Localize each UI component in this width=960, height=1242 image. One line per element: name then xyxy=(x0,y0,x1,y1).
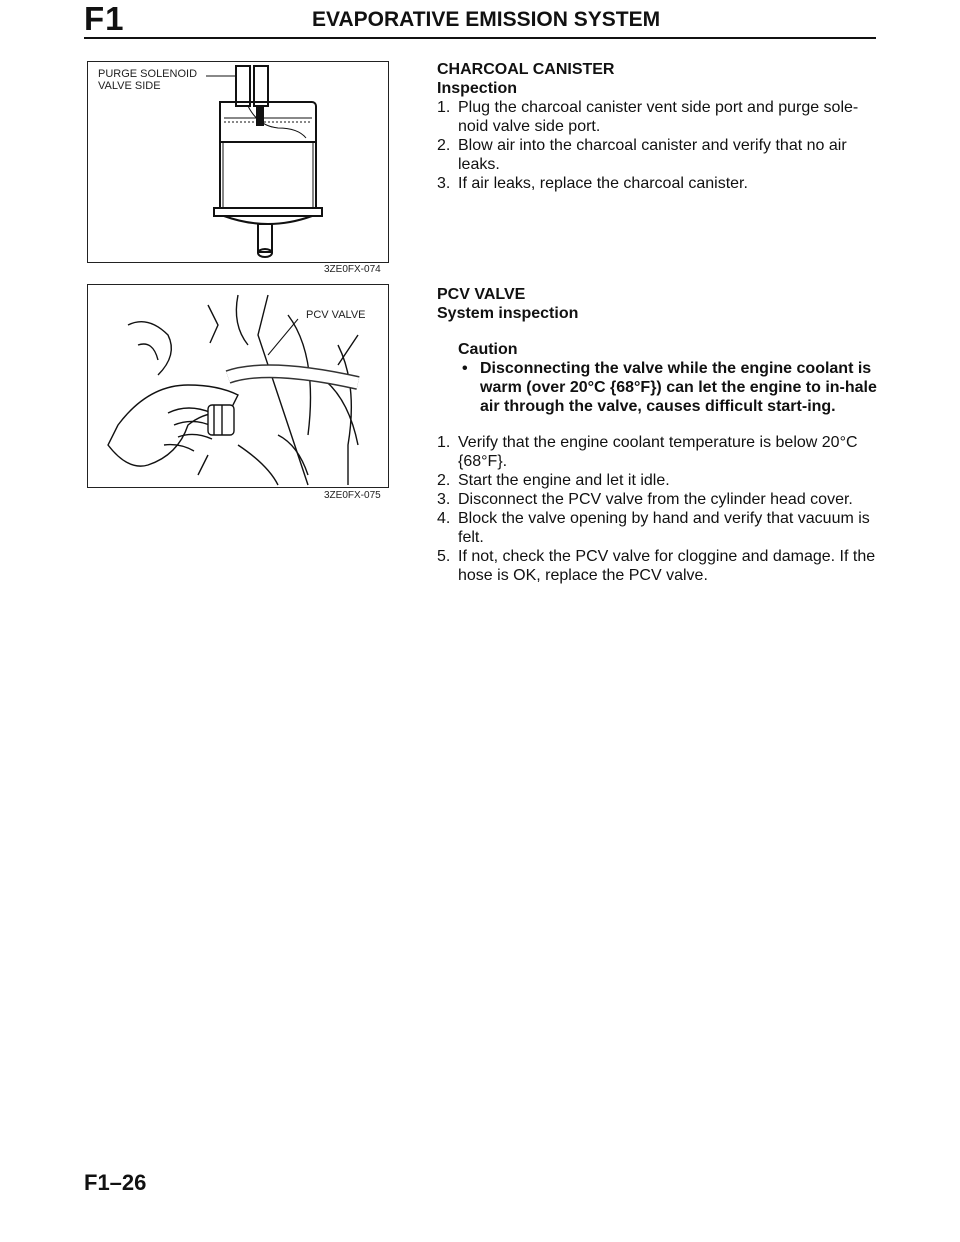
list-item xyxy=(437,98,877,136)
header-divider xyxy=(84,37,876,39)
step-text: If not, check the PCV valve for cloggine and damage. If the hose is OK, replace the PCV valve. xyxy=(458,548,876,584)
section-heading: CHARCOAL CANISTER xyxy=(437,61,615,78)
pcv-valve-callout: PCV VALVE xyxy=(306,309,366,321)
charcoal-canister-diagram-icon xyxy=(88,62,388,262)
step-number: 1. xyxy=(437,99,451,116)
pcv-valve-section xyxy=(437,285,877,585)
list-item xyxy=(437,174,877,193)
section-subheading: Inspection xyxy=(437,80,518,97)
step-text: Blow air into the charcoal canister and verify that no air leaks. xyxy=(458,137,847,173)
list-item xyxy=(437,471,877,490)
step-number: 2. xyxy=(437,472,451,489)
step-number: 5. xyxy=(437,548,451,565)
purge-solenoid-callout: PURGE SOLENOID VALVE SIDE xyxy=(98,68,198,92)
step-text: Plug the charcoal canister vent side port and purge sole-noid valve side port. xyxy=(458,99,859,135)
section-code: F1 xyxy=(84,0,125,37)
caution-item xyxy=(458,359,877,416)
list-item xyxy=(437,547,877,585)
bullet-icon: • xyxy=(462,360,468,377)
list-item xyxy=(437,509,877,547)
section-subheading: System inspection xyxy=(437,305,579,322)
list-item xyxy=(437,136,877,174)
pcv-valve-figure xyxy=(87,284,389,488)
list-item xyxy=(437,433,877,471)
list-item xyxy=(437,490,877,509)
step-text: Verify that the engine coolant temperature is below 20°C {68°F}. xyxy=(458,434,858,470)
inspection-steps xyxy=(437,98,877,193)
step-text: Block the valve opening by hand and verify that vacuum is felt. xyxy=(458,510,870,546)
section-heading: PCV VALVE xyxy=(437,286,526,303)
step-text: Disconnect the PCV valve from the cylinder head cover. xyxy=(458,491,853,508)
inspection-steps xyxy=(437,433,877,585)
step-number: 1. xyxy=(437,434,451,451)
step-number: 2. xyxy=(437,137,451,154)
step-text: Start the engine and let it idle. xyxy=(458,472,670,489)
step-number: 4. xyxy=(437,510,451,527)
page-number: F1–26 xyxy=(84,1170,147,1195)
page-title: EVAPORATIVE EMISSION SYSTEM xyxy=(312,8,661,31)
step-text: If air leaks, replace the charcoal canister. xyxy=(458,175,748,192)
step-number: 3. xyxy=(437,491,451,508)
charcoal-canister-section xyxy=(437,60,877,193)
caution-text: Disconnecting the valve while the engine coolant is warm (over 20°C {68°F}) can let the engine to in-hale air through the valve, causes difficult start-ing. xyxy=(480,360,877,415)
charcoal-canister-figure xyxy=(87,61,389,263)
figure-code: 3ZE0FX-075 xyxy=(324,490,381,501)
caution-title: Caution xyxy=(458,341,518,358)
caution-box xyxy=(458,340,877,416)
step-number: 3. xyxy=(437,175,451,192)
figure-code: 3ZE0FX-074 xyxy=(324,264,381,275)
